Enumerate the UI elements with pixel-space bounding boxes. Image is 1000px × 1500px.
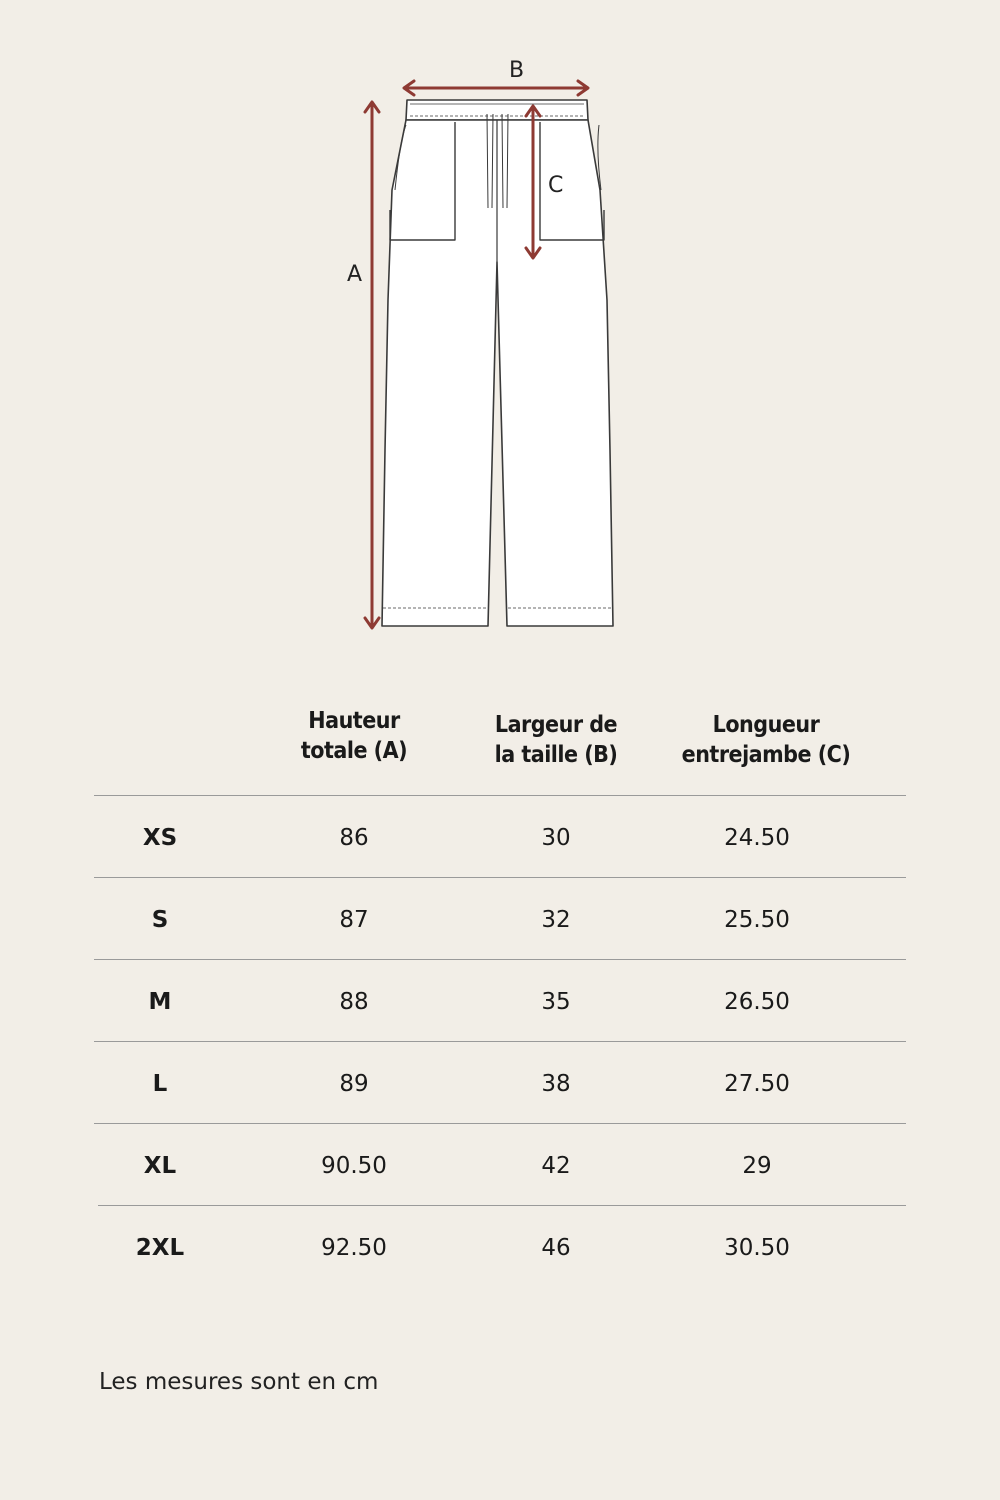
measurement-diagram xyxy=(0,0,1000,660)
waist-value: 30 xyxy=(541,825,571,851)
height-value: 92.50 xyxy=(321,1235,387,1261)
inseam-value: 29 xyxy=(742,1153,772,1179)
label-c: C xyxy=(548,173,564,198)
waist-value: 35 xyxy=(541,989,571,1015)
label-b: B xyxy=(509,58,525,83)
table-row xyxy=(94,795,906,877)
units-note: Les mesures sont en cm xyxy=(99,1369,379,1395)
header-waist-width: Largeur de la taille (B) xyxy=(494,712,618,768)
trousers-sketch xyxy=(382,100,613,626)
inseam-value: 30.50 xyxy=(724,1235,790,1261)
height-value: 90.50 xyxy=(321,1153,387,1179)
table-row xyxy=(94,1041,906,1123)
height-value: 88 xyxy=(339,989,369,1015)
size-label: S xyxy=(151,907,169,933)
waist-value: 38 xyxy=(541,1071,571,1097)
header-inseam: Longueur entrejambe (C) xyxy=(681,712,851,768)
size-label: XS xyxy=(142,825,178,851)
height-value: 87 xyxy=(339,907,369,933)
waist-value: 32 xyxy=(541,907,571,933)
size-label: M xyxy=(148,989,172,1015)
size-label: L xyxy=(152,1071,168,1097)
size-label: XL xyxy=(143,1153,177,1179)
table-row xyxy=(94,959,906,1041)
inseam-value: 25.50 xyxy=(724,907,790,933)
inseam-value: 24.50 xyxy=(724,825,790,851)
table-row xyxy=(94,877,906,959)
height-value: 89 xyxy=(339,1071,369,1097)
table-row xyxy=(94,1205,906,1287)
inseam-value: 27.50 xyxy=(724,1071,790,1097)
inseam-value: 26.50 xyxy=(724,989,790,1015)
height-value: 86 xyxy=(339,825,369,851)
size-label: 2XL xyxy=(135,1235,185,1261)
table-row xyxy=(94,1123,906,1205)
waist-value: 46 xyxy=(541,1235,571,1261)
waist-value: 42 xyxy=(541,1153,571,1179)
header-height: Hauteur totale (A) xyxy=(300,708,408,764)
label-a: A xyxy=(347,262,363,287)
